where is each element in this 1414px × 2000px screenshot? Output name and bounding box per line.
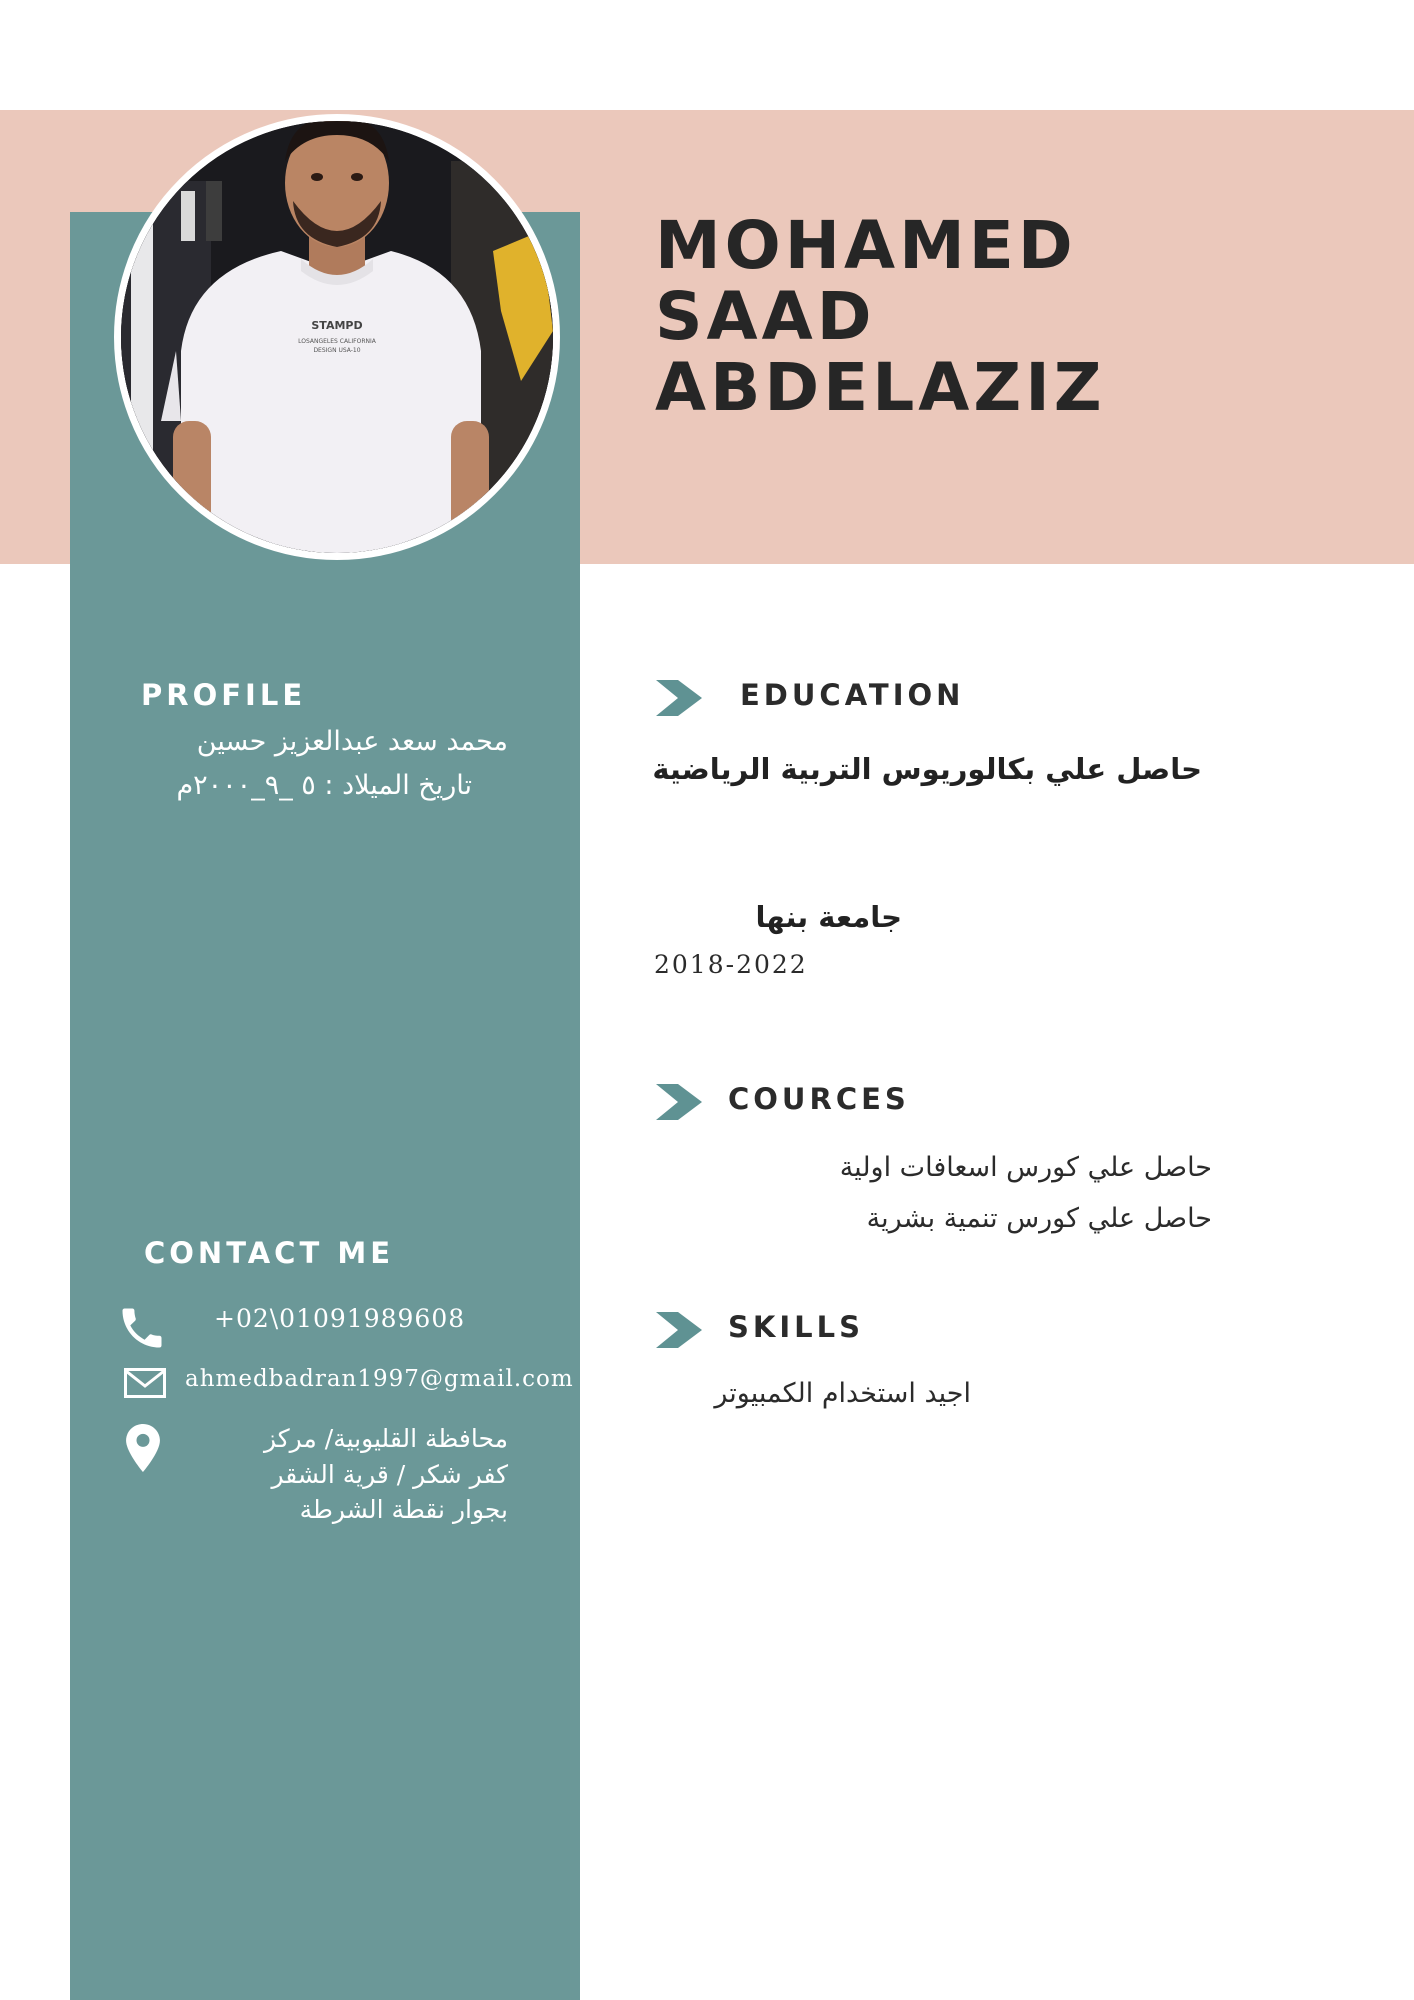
profile-fullname: محمد سعد عبدالعزيز حسين [196, 726, 508, 757]
profile-heading: PROFILE [141, 678, 307, 712]
shirt-print-line: LOSANGELES CALIFORNIA [298, 338, 376, 345]
skill-item: اجيد استخدام الكمبيوتر [714, 1378, 971, 1409]
name-line: MOHAMED [655, 207, 1077, 284]
phone-icon [116, 1302, 168, 1354]
address-line: كفر شكر / قرية الشقر [271, 1460, 508, 1489]
profile-photo [114, 114, 560, 560]
map-pin-icon [126, 1424, 160, 1472]
course-item: حاصل علي كورس تنمية بشرية [866, 1203, 1212, 1234]
name-line: SAAD [655, 278, 876, 355]
full-name [655, 207, 1106, 426]
address-line: محافظة القليوبية/ مركز [263, 1424, 508, 1453]
chevron-right-icon [656, 1084, 702, 1120]
skills-heading: SKILLS [728, 1310, 864, 1344]
shirt-print-line: DESIGN USA-10 [313, 347, 361, 354]
address-line: بجوار نقطة الشرطة [299, 1495, 508, 1524]
education-university: جامعة بنها [755, 900, 902, 934]
education-years: 2018-2022 [654, 950, 808, 979]
contact-phone[interactable]: +02\01091989608 [214, 1304, 466, 1333]
courses-heading: COURCES [728, 1082, 910, 1116]
chevron-right-icon [656, 1312, 702, 1348]
profile-photo-illustration [121, 121, 553, 553]
education-heading: EDUCATION [740, 678, 965, 712]
profile-birthdate: تاريخ الميلاد : ٥ _٩_٢٠٠٠م [176, 770, 472, 801]
envelope-icon [124, 1368, 166, 1398]
contact-heading: CONTACT ME [144, 1236, 395, 1270]
name-line: ABDELAZIZ [655, 349, 1106, 426]
contact-email[interactable]: ahmedbadran1997@gmail.com [185, 1366, 574, 1392]
chevron-right-icon [656, 680, 702, 716]
education-degree: حاصل علي بكالوريوس التربية الرياضية [652, 752, 1202, 786]
shirt-print-line: STAMPD [311, 319, 363, 332]
course-item: حاصل علي كورس اسعافات اولية [839, 1152, 1212, 1183]
